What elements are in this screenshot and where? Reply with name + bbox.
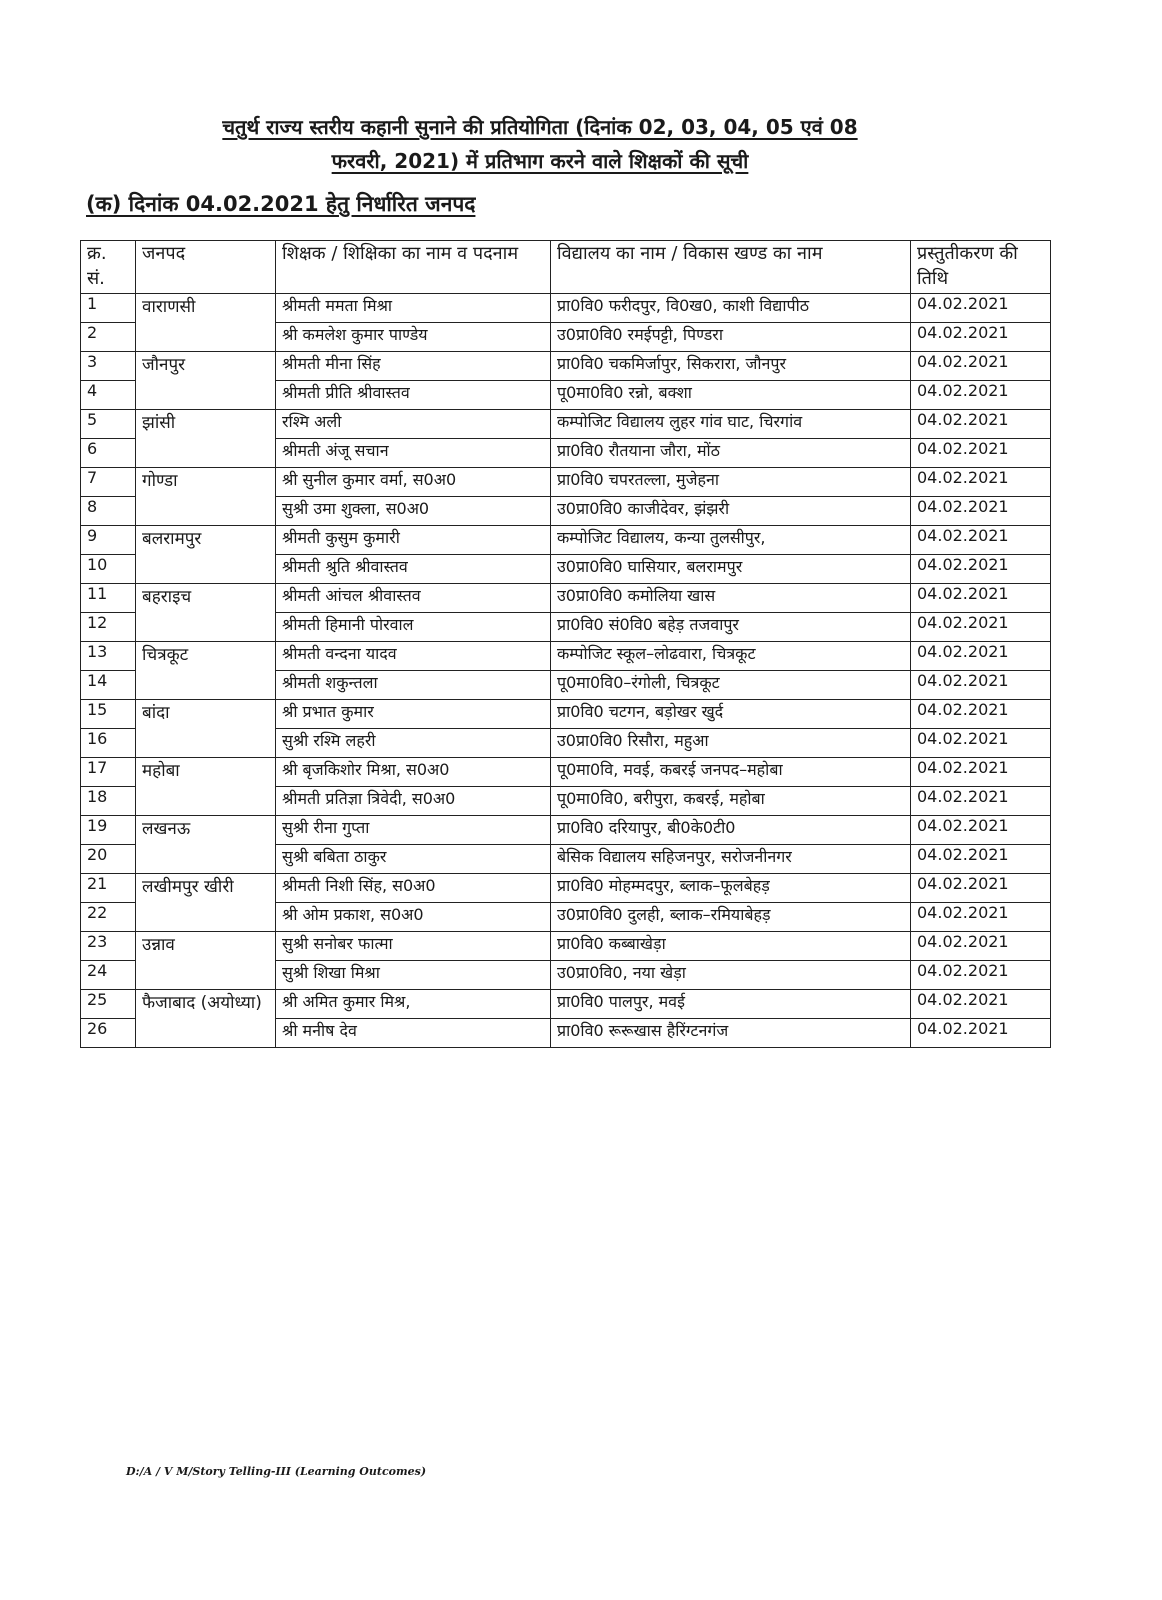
table-row bbox=[81, 526, 1051, 555]
cell-teacher: श्रीमती श्रुति श्रीवास्तव bbox=[276, 555, 551, 584]
cell-date: 04.02.2021 bbox=[911, 874, 1051, 903]
footer-path: D:/A / V M/Story Telling-III (Learning Outcomes) bbox=[126, 1465, 427, 1478]
table-row bbox=[81, 932, 1051, 961]
cell-district: बहराइच bbox=[136, 584, 276, 642]
cell-date: 04.02.2021 bbox=[911, 787, 1051, 816]
cell-sn: 9 bbox=[81, 526, 136, 555]
cell-sn: 26 bbox=[81, 1019, 136, 1048]
cell-teacher: श्री कमलेश कुमार पाण्डेय bbox=[276, 323, 551, 352]
cell-school: पू0मा0वि, मवई, कबरई जनपद–महोबा bbox=[551, 758, 911, 787]
cell-date: 04.02.2021 bbox=[911, 700, 1051, 729]
document-title bbox=[100, 110, 980, 178]
cell-date: 04.02.2021 bbox=[911, 294, 1051, 323]
cell-sn: 24 bbox=[81, 961, 136, 990]
cell-teacher: श्रीमती प्रीति श्रीवास्तव bbox=[276, 381, 551, 410]
table-row bbox=[81, 874, 1051, 903]
section-heading: (क) दिनांक 04.02.2021 हेतु निर्धारित जनपद bbox=[86, 192, 476, 216]
cell-teacher: श्रीमती प्रतिज्ञा त्रिवेदी, स0अ0 bbox=[276, 787, 551, 816]
cell-district: चित्रकूट bbox=[136, 642, 276, 700]
cell-teacher: श्रीमती अंजू सचान bbox=[276, 439, 551, 468]
table-row bbox=[81, 700, 1051, 729]
cell-sn: 14 bbox=[81, 671, 136, 700]
cell-district: वाराणसी bbox=[136, 294, 276, 352]
cell-district: बलरामपुर bbox=[136, 526, 276, 584]
cell-teacher: श्री अमित कुमार मिश्र, bbox=[276, 990, 551, 1019]
cell-date: 04.02.2021 bbox=[911, 903, 1051, 932]
cell-date: 04.02.2021 bbox=[911, 381, 1051, 410]
cell-date: 04.02.2021 bbox=[911, 613, 1051, 642]
cell-school: प्रा0वि0 चकमिर्जापुर, सिकरारा, जौनपुर bbox=[551, 352, 911, 381]
cell-district: बांदा bbox=[136, 700, 276, 758]
cell-school: कम्पोजिट विद्यालय, कन्या तुलसीपुर, bbox=[551, 526, 911, 555]
table-body bbox=[81, 294, 1051, 1048]
cell-teacher: सुश्री शिखा मिश्रा bbox=[276, 961, 551, 990]
cell-sn: 19 bbox=[81, 816, 136, 845]
cell-school: उ0प्रा0वि0 काजीदेवर, झंझरी bbox=[551, 497, 911, 526]
cell-date: 04.02.2021 bbox=[911, 642, 1051, 671]
cell-school: पू0मा0वि0, बरीपुरा, कबरई, महोबा bbox=[551, 787, 911, 816]
cell-school: बेसिक विद्यालय सहिजनपुर, सरोजनीनगर bbox=[551, 845, 911, 874]
cell-date: 04.02.2021 bbox=[911, 352, 1051, 381]
cell-school: उ0प्रा0वि0 रमईपट्टी, पिण्डरा bbox=[551, 323, 911, 352]
cell-sn: 18 bbox=[81, 787, 136, 816]
cell-district: फैजाबाद (अयोध्या) bbox=[136, 990, 276, 1048]
cell-teacher: श्रीमती कुसुम कुमारी bbox=[276, 526, 551, 555]
cell-school: प्रा0वि0 रूरूखास हैरिंग्टनगंज bbox=[551, 1019, 911, 1048]
header-school: विद्यालय का नाम / विकास खण्ड का नाम bbox=[551, 241, 911, 294]
cell-teacher: श्री मनीष देव bbox=[276, 1019, 551, 1048]
cell-school: प्रा0वि0 फरीदपुर, वि0ख0, काशी विद्यापीठ bbox=[551, 294, 911, 323]
cell-sn: 6 bbox=[81, 439, 136, 468]
cell-teacher: सुश्री सनोबर फात्मा bbox=[276, 932, 551, 961]
cell-sn: 23 bbox=[81, 932, 136, 961]
cell-date: 04.02.2021 bbox=[911, 1019, 1051, 1048]
cell-date: 04.02.2021 bbox=[911, 497, 1051, 526]
cell-sn: 3 bbox=[81, 352, 136, 381]
cell-school: कम्पोजिट स्कूल–लोढवारा, चित्रकूट bbox=[551, 642, 911, 671]
cell-sn: 16 bbox=[81, 729, 136, 758]
cell-school: उ0प्रा0वि0 रिसौरा, महुआ bbox=[551, 729, 911, 758]
cell-district: झांसी bbox=[136, 410, 276, 468]
table-row bbox=[81, 642, 1051, 671]
table-row bbox=[81, 410, 1051, 439]
cell-date: 04.02.2021 bbox=[911, 816, 1051, 845]
cell-district: जौनपुर bbox=[136, 352, 276, 410]
cell-teacher: श्रीमती वन्दना यादव bbox=[276, 642, 551, 671]
cell-school: कम्पोजिट विद्यालय लुहर गांव घाट, चिरगांव bbox=[551, 410, 911, 439]
cell-school: पू0मा0वि0 रन्नो, बक्शा bbox=[551, 381, 911, 410]
cell-school: उ0प्रा0वि0 कमोलिया खास bbox=[551, 584, 911, 613]
table-row bbox=[81, 990, 1051, 1019]
cell-date: 04.02.2021 bbox=[911, 961, 1051, 990]
cell-date: 04.02.2021 bbox=[911, 468, 1051, 497]
cell-date: 04.02.2021 bbox=[911, 526, 1051, 555]
cell-date: 04.02.2021 bbox=[911, 584, 1051, 613]
cell-school: प्रा0वि0 कब्बाखेड़ा bbox=[551, 932, 911, 961]
cell-sn: 25 bbox=[81, 990, 136, 1019]
cell-sn: 4 bbox=[81, 381, 136, 410]
cell-teacher: सुश्री रश्मि लहरी bbox=[276, 729, 551, 758]
cell-school: प्रा0वि0 चटगन, बड़ोखर खुर्द bbox=[551, 700, 911, 729]
cell-school: प्रा0वि0 सं0वि0 बहेड़ तजवापुर bbox=[551, 613, 911, 642]
header-teacher: शिक्षक / शिक्षिका का नाम व पदनाम bbox=[276, 241, 551, 294]
cell-teacher: सुश्री उमा शुक्ला, स0अ0 bbox=[276, 497, 551, 526]
cell-teacher: सुश्री बबिता ठाकुर bbox=[276, 845, 551, 874]
cell-date: 04.02.2021 bbox=[911, 729, 1051, 758]
table-row bbox=[81, 352, 1051, 381]
cell-school: प्रा0वि0 रौतयाना जौरा, मोंठ bbox=[551, 439, 911, 468]
teacher-list-table bbox=[80, 240, 1051, 1048]
cell-school: प्रा0वि0 चपरतल्ला, मुजेहना bbox=[551, 468, 911, 497]
cell-school: उ0प्रा0वि0 घासियार, बलरामपुर bbox=[551, 555, 911, 584]
cell-district: लखनऊ bbox=[136, 816, 276, 874]
cell-teacher: रश्मि अली bbox=[276, 410, 551, 439]
cell-teacher: श्रीमती ममता मिश्रा bbox=[276, 294, 551, 323]
cell-date: 04.02.2021 bbox=[911, 410, 1051, 439]
table-header-row bbox=[81, 241, 1051, 294]
table-row bbox=[81, 758, 1051, 787]
cell-teacher: सुश्री रीना गुप्ता bbox=[276, 816, 551, 845]
cell-school: उ0प्रा0वि0, नया खेड़ा bbox=[551, 961, 911, 990]
cell-teacher: श्रीमती आंचल श्रीवास्तव bbox=[276, 584, 551, 613]
cell-sn: 20 bbox=[81, 845, 136, 874]
cell-school: उ0प्रा0वि0 दुलही, ब्लाक–रमियाबेहड़ bbox=[551, 903, 911, 932]
cell-school: प्रा0वि0 मोहम्मदपुर, ब्लाक–फूलबेहड़ bbox=[551, 874, 911, 903]
title-line-1: चतुर्थ राज्य स्तरीय कहानी सुनाने की प्रतियोगिता (दिनांक 02, 03, 04, 05 एवं 08 bbox=[222, 115, 858, 139]
cell-sn: 7 bbox=[81, 468, 136, 497]
table-row bbox=[81, 468, 1051, 497]
cell-teacher: श्री ओम प्रकाश, स0अ0 bbox=[276, 903, 551, 932]
cell-sn: 1 bbox=[81, 294, 136, 323]
cell-sn: 13 bbox=[81, 642, 136, 671]
header-sn: क्र. सं. bbox=[81, 241, 136, 294]
cell-date: 04.02.2021 bbox=[911, 671, 1051, 700]
cell-sn: 22 bbox=[81, 903, 136, 932]
cell-date: 04.02.2021 bbox=[911, 555, 1051, 584]
cell-teacher: श्री सुनील कुमार वर्मा, स0अ0 bbox=[276, 468, 551, 497]
cell-district: उन्नाव bbox=[136, 932, 276, 990]
cell-date: 04.02.2021 bbox=[911, 323, 1051, 352]
cell-teacher: श्रीमती शकुन्तला bbox=[276, 671, 551, 700]
cell-district: महोबा bbox=[136, 758, 276, 816]
cell-date: 04.02.2021 bbox=[911, 932, 1051, 961]
cell-school: प्रा0वि0 दरियापुर, बी0के0टी0 bbox=[551, 816, 911, 845]
cell-sn: 17 bbox=[81, 758, 136, 787]
table-row bbox=[81, 816, 1051, 845]
title-line-2: फरवरी, 2021) में प्रतिभाग करने वाले शिक्षकों की सूची bbox=[331, 149, 749, 173]
cell-sn: 11 bbox=[81, 584, 136, 613]
cell-sn: 15 bbox=[81, 700, 136, 729]
cell-sn: 10 bbox=[81, 555, 136, 584]
header-district: जनपद bbox=[136, 241, 276, 294]
cell-date: 04.02.2021 bbox=[911, 990, 1051, 1019]
cell-sn: 2 bbox=[81, 323, 136, 352]
table-row bbox=[81, 294, 1051, 323]
cell-date: 04.02.2021 bbox=[911, 439, 1051, 468]
cell-district: गोण्डा bbox=[136, 468, 276, 526]
cell-school: प्रा0वि0 पालपुर, मवई bbox=[551, 990, 911, 1019]
table-row bbox=[81, 584, 1051, 613]
cell-school: पू0मा0वि0–रंगोली, चित्रकूट bbox=[551, 671, 911, 700]
cell-date: 04.02.2021 bbox=[911, 758, 1051, 787]
cell-teacher: श्रीमती मीना सिंह bbox=[276, 352, 551, 381]
cell-date: 04.02.2021 bbox=[911, 845, 1051, 874]
cell-teacher: श्रीमती निशी सिंह, स0अ0 bbox=[276, 874, 551, 903]
cell-teacher: श्री प्रभात कुमार bbox=[276, 700, 551, 729]
cell-teacher: श्री बृजकिशोर मिश्रा, स0अ0 bbox=[276, 758, 551, 787]
cell-sn: 21 bbox=[81, 874, 136, 903]
cell-teacher: श्रीमती हिमानी पोरवाल bbox=[276, 613, 551, 642]
cell-sn: 8 bbox=[81, 497, 136, 526]
cell-sn: 12 bbox=[81, 613, 136, 642]
cell-district: लखीमपुर खीरी bbox=[136, 874, 276, 932]
cell-sn: 5 bbox=[81, 410, 136, 439]
header-date: प्रस्तुतीकरण की तिथि bbox=[911, 241, 1051, 294]
